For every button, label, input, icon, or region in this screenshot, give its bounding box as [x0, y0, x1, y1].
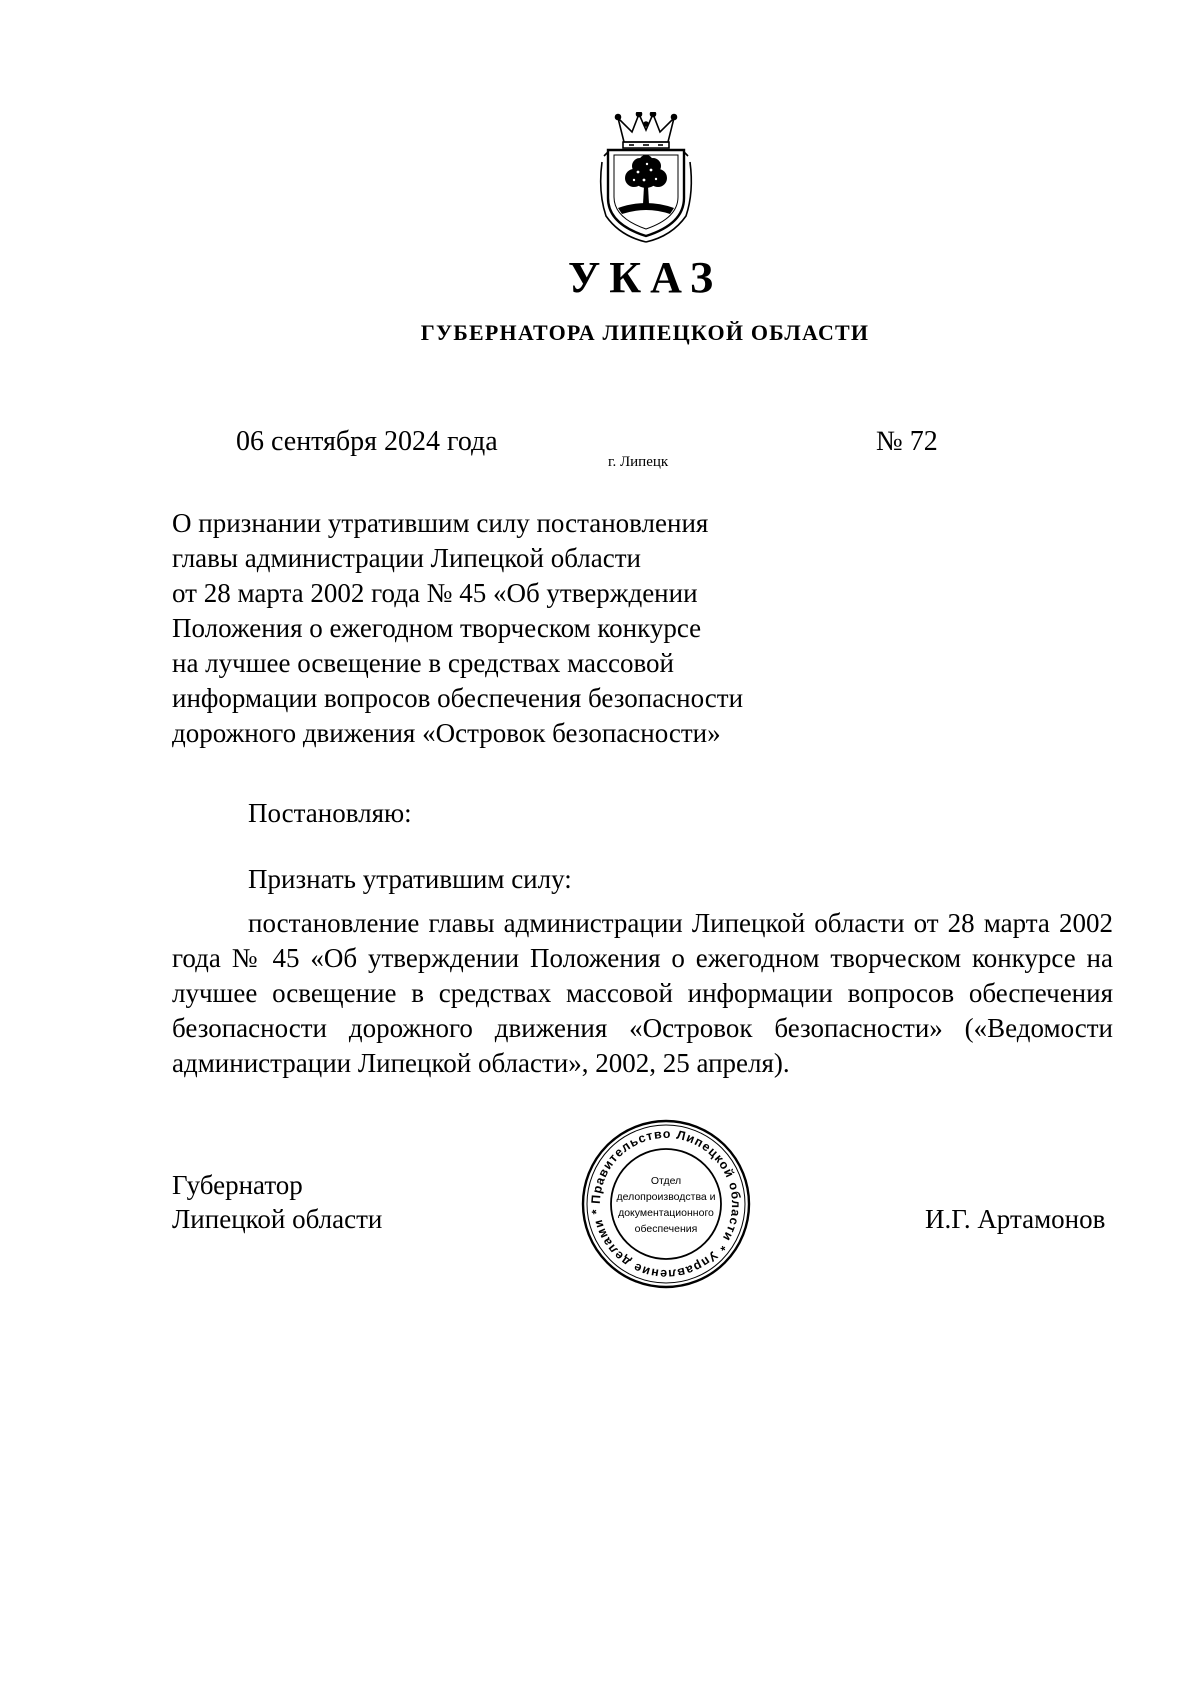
decree-word: Постановляю: — [248, 798, 412, 828]
recognize-line: Признать утратившим силу: — [248, 864, 572, 894]
heading-line: от 28 марта 2002 года № 45 «Об утверждении — [172, 578, 698, 608]
heading-line: информации вопросов обеспечения безопасности — [172, 683, 744, 713]
heading-line: О признании утратившим силу постановления — [172, 508, 709, 538]
stamp-outer-text: Правительство Липецкой области * Управление делами * — [588, 1126, 744, 1282]
official-stamp — [580, 1118, 752, 1290]
signatory-position — [172, 1168, 382, 1236]
signatory-position-line: Губернатор — [172, 1170, 303, 1200]
heading-line: на лучшее освещение в средствах массовой — [172, 648, 675, 678]
coat-of-arms-icon — [596, 112, 696, 244]
document-heading — [172, 506, 812, 751]
svg-text:Правительство Липецкой области — [589, 1127, 743, 1281]
document-number: № 72 — [876, 426, 938, 457]
stamp-inner-line: обеспечения — [634, 1223, 698, 1235]
document-city: г. Липецк — [608, 454, 669, 470]
stamp-inner-line: делопроизводства и — [616, 1191, 716, 1203]
heading-line: дорожного движения «Островок безопасности» — [172, 718, 721, 748]
document-date: 06 сентября 2024 года — [236, 426, 498, 457]
body-paragraph: постановление главы администрации Липецкой области от 28 марта 2002 года № 45 «Об утверждении Положения о ежегодном творческом конкурсе на лучшее освещение в средствах массовой информации вопросов обеспечения безопасности дорожного движения «Островок безопасности» («Ведомости администрации Липецкой области», 2002, 25 апреля). — [172, 908, 1113, 1078]
document-subtitle: ГУБЕРНАТОРА ЛИПЕЦКОЙ ОБЛАСТИ — [420, 320, 870, 345]
document-title: УКАЗ — [567, 253, 723, 302]
heading-line: главы администрации Липецкой области — [172, 543, 641, 573]
heading-line: Положения о ежегодном творческом конкурсе — [172, 613, 702, 643]
signatory-name: И.Г. Артамонов — [925, 1204, 1106, 1234]
stamp-inner-line: документационного — [618, 1207, 714, 1219]
signatory-position-line: Липецкой области — [172, 1204, 383, 1234]
stamp-inner-line: Отдел — [650, 1175, 682, 1187]
